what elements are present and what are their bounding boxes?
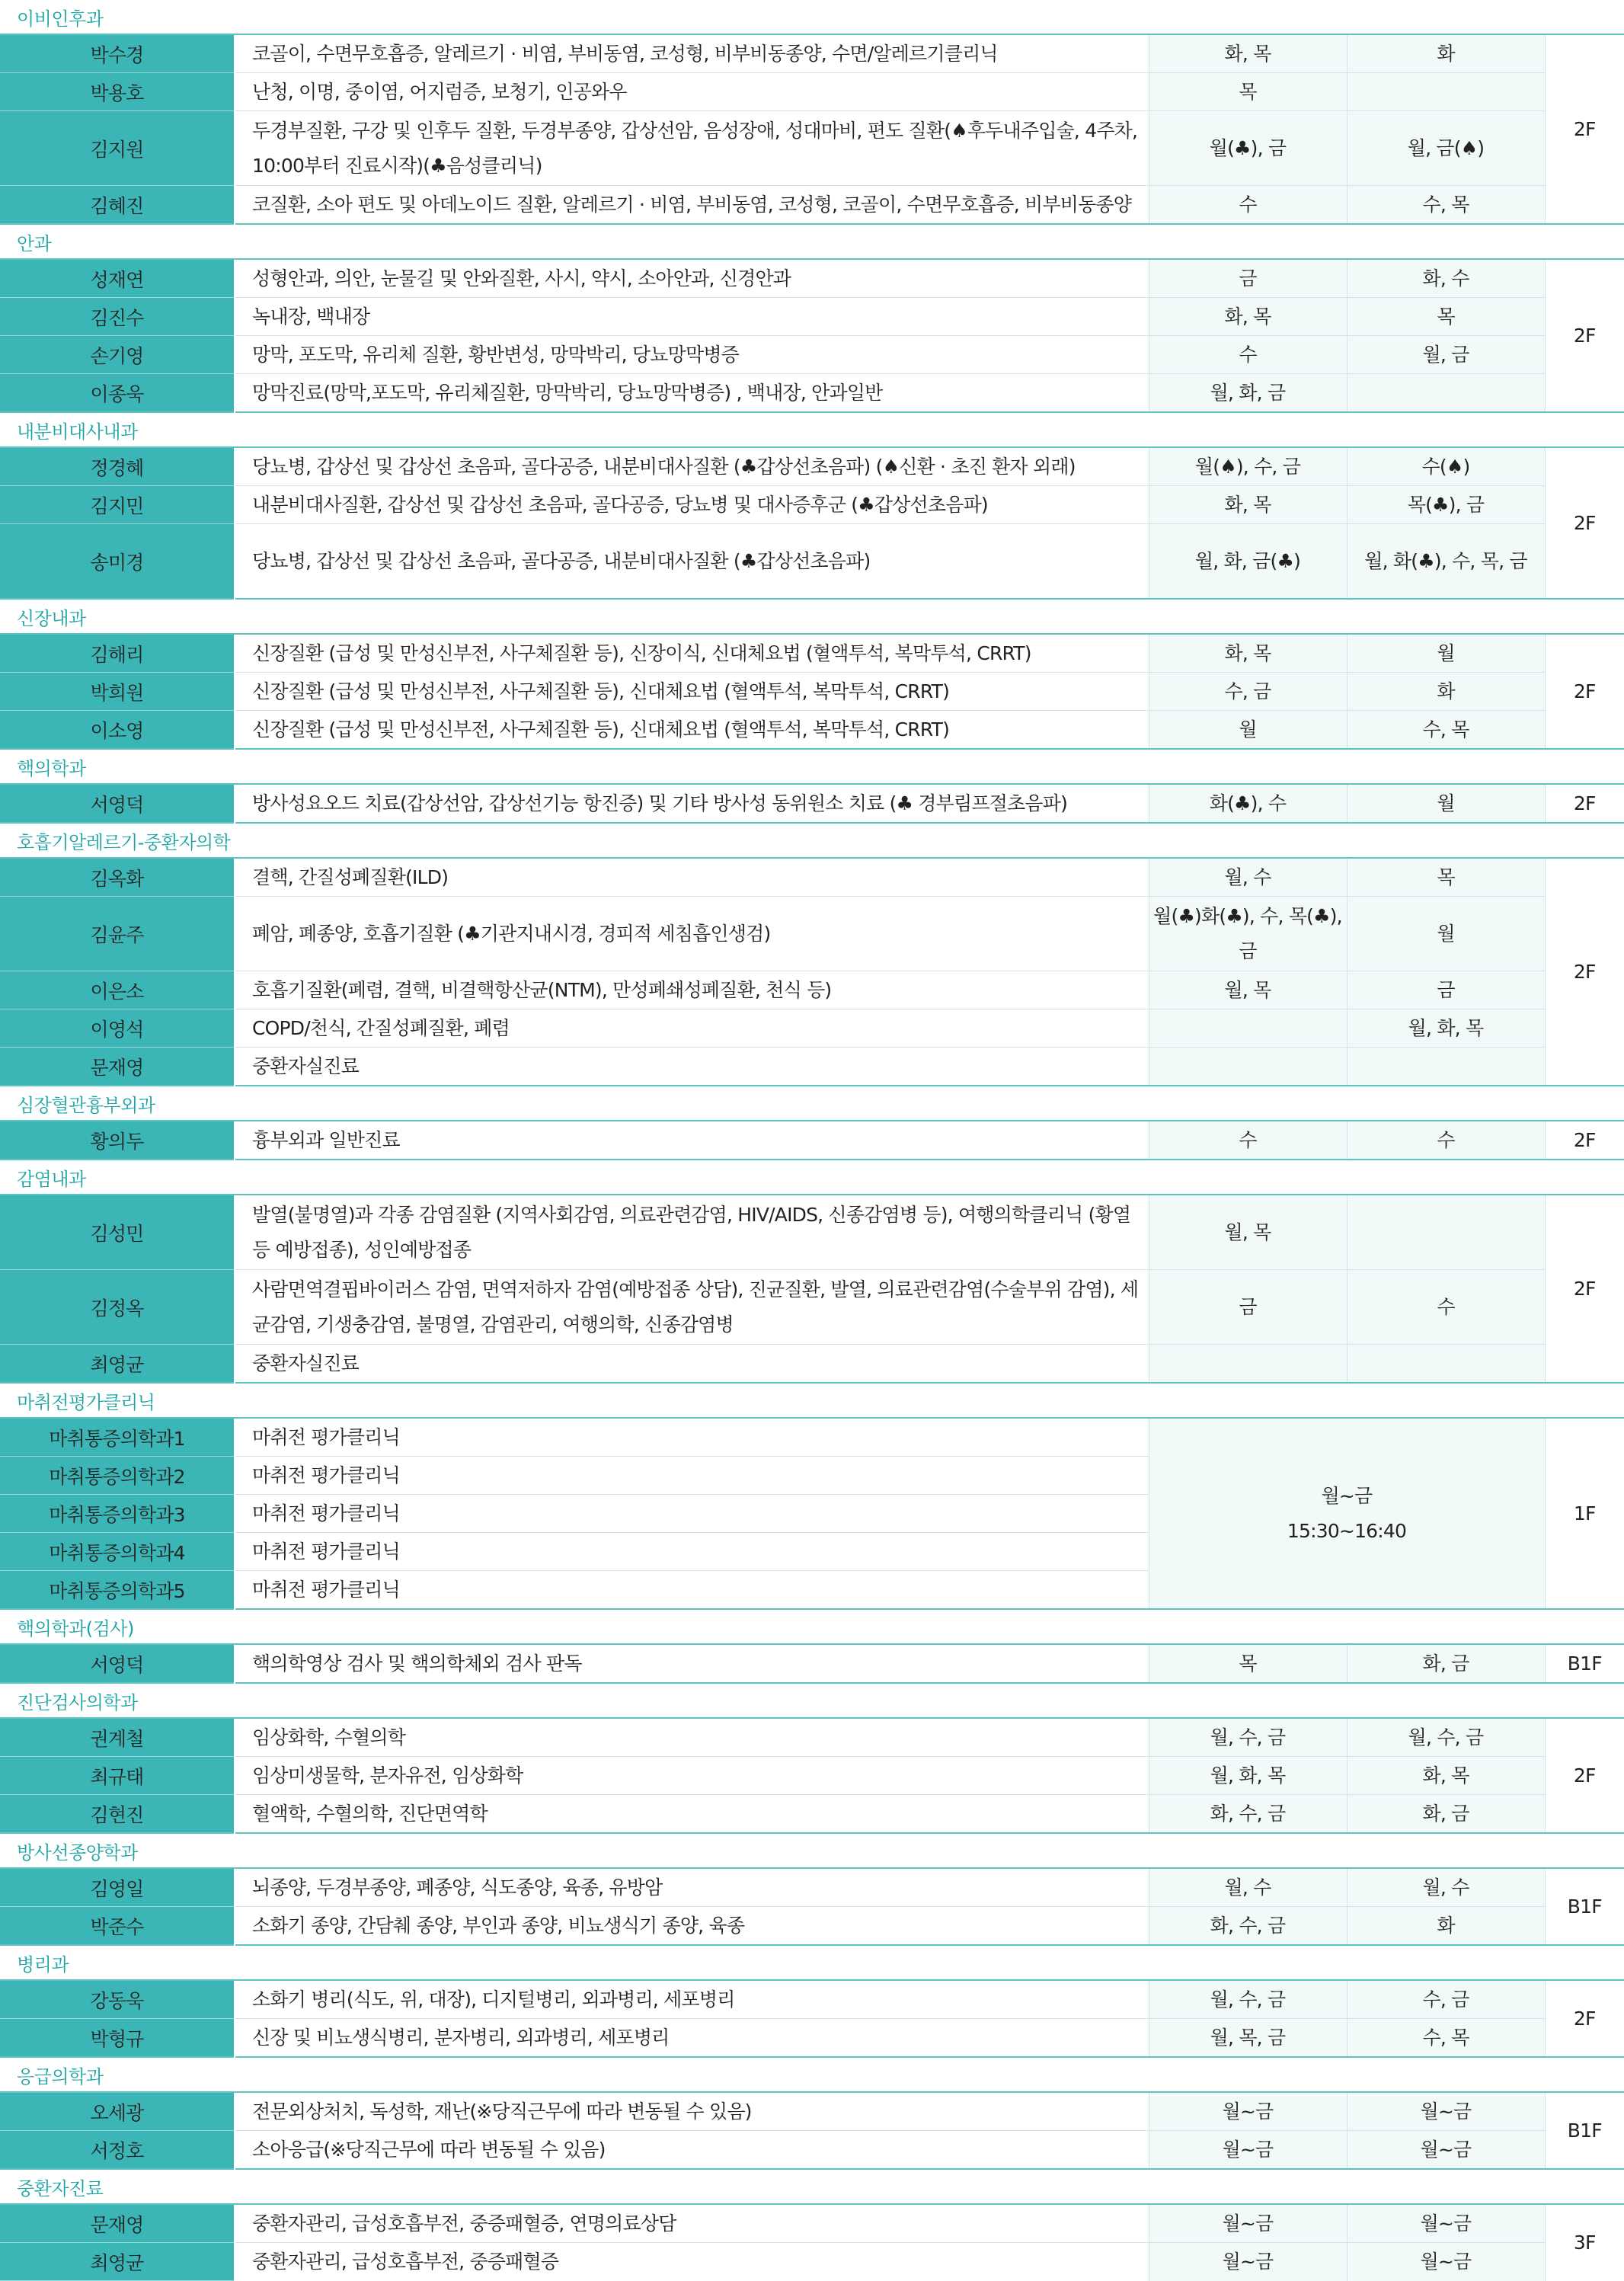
morning-schedule: 월~금 — [1149, 2204, 1347, 2243]
floor-label: 2F — [1545, 858, 1624, 1086]
doctor-row — [0, 1757, 1624, 1795]
doctor-row — [0, 73, 1624, 111]
department-header-row — [0, 823, 1624, 858]
morning-schedule: 수 — [1149, 1121, 1347, 1160]
afternoon-schedule: 월, 금 — [1347, 336, 1545, 374]
doctor-row — [0, 1418, 1624, 1457]
floor-label: 2F — [1545, 259, 1624, 412]
doctor-name: 마취통증의학과3 — [0, 1495, 235, 1533]
doctor-specialty: 성형안과, 의안, 눈물길 및 안와질환, 사시, 약시, 소아안과, 신경안과 — [235, 259, 1149, 298]
morning-schedule: 화, 수, 금 — [1149, 1795, 1347, 1834]
department-title: 진단검사의학과 — [0, 1683, 1624, 1718]
morning-schedule: 월(♠), 수, 금 — [1149, 447, 1347, 486]
morning-schedule: 월~금 — [1149, 2243, 1347, 2281]
doctor-row — [0, 524, 1624, 600]
afternoon-schedule: 월~금 — [1347, 2204, 1545, 2243]
doctor-specialty: 당뇨병, 갑상선 및 갑상선 초음파, 골다공증, 내분비대사질환 (♣갑상선초음파) (♠신환 · 초진 환자 외래) — [235, 447, 1149, 486]
doctor-name: 박준수 — [0, 1907, 235, 1946]
doctor-specialty: 난청, 이명, 중이염, 어지럼증, 보청기, 인공와우 — [235, 73, 1149, 111]
doctor-name: 김지원 — [0, 111, 235, 186]
morning-schedule: 월, 수, 금 — [1149, 1718, 1347, 1757]
morning-schedule: 화, 목 — [1149, 634, 1347, 673]
doctor-name: 성재연 — [0, 259, 235, 298]
doctor-row — [0, 186, 1624, 225]
afternoon-schedule: 월, 화, 목 — [1347, 1009, 1545, 1048]
doctor-row — [0, 336, 1624, 374]
department-title: 핵의학과(검사) — [0, 1609, 1624, 1644]
afternoon-schedule: 목(♣), 금 — [1347, 486, 1545, 524]
doctor-name: 박용호 — [0, 73, 235, 111]
afternoon-schedule: 월~금 — [1347, 2243, 1545, 2281]
afternoon-schedule: 수, 목 — [1347, 2019, 1545, 2058]
doctor-specialty: 신장질환 (급성 및 만성신부전, 사구체질환 등), 신대체요법 (혈액투석, 복막투석, CRRT) — [235, 673, 1149, 711]
department-header-row — [0, 0, 1624, 34]
floor-label: B1F — [1545, 1644, 1624, 1683]
afternoon-schedule: 화 — [1347, 673, 1545, 711]
floor-label: 3F — [1545, 2204, 1624, 2281]
department-title: 호흡기알레르기-중환자의학 — [0, 823, 1624, 858]
doctor-name: 김영일 — [0, 1868, 235, 1907]
doctor-specialty: 사람면역결핍바이러스 감염, 면역저하자 감염(예방접종 상담), 진균질환, 발열, 의료관련감염(수술부위 감염), 세균감염, 기생충감염, 불명열, 감염관리, 여행의학, 신종감염병 — [235, 1270, 1149, 1345]
doctor-name: 마취통증의학과4 — [0, 1533, 235, 1571]
morning-schedule — [1149, 1009, 1347, 1048]
doctor-name: 박희원 — [0, 673, 235, 711]
morning-schedule: 화, 목 — [1149, 486, 1347, 524]
doctor-name: 박형규 — [0, 2019, 235, 2058]
afternoon-schedule: 화, 금 — [1347, 1795, 1545, 1834]
doctor-name: 강동욱 — [0, 1980, 235, 2019]
department-title: 신장내과 — [0, 599, 1624, 634]
doctor-specialty: 마취전 평가클리닉 — [235, 1418, 1149, 1457]
doctor-name: 손기영 — [0, 336, 235, 374]
afternoon-schedule: 수 — [1347, 1270, 1545, 1345]
doctor-specialty: 전문외상처치, 독성학, 재난(※당직근무에 따라 변동될 수 있음) — [235, 2092, 1149, 2131]
afternoon-schedule — [1347, 374, 1545, 413]
doctor-row — [0, 1009, 1624, 1048]
doctor-row — [0, 1270, 1624, 1345]
department-header-row — [0, 1086, 1624, 1121]
afternoon-schedule: 수 — [1347, 1121, 1545, 1160]
afternoon-schedule: 월 — [1347, 634, 1545, 673]
afternoon-schedule: 월~금 — [1347, 2092, 1545, 2131]
afternoon-schedule — [1347, 1195, 1545, 1270]
doctor-name: 서영덕 — [0, 1644, 235, 1683]
doctor-specialty: 코질환, 소아 편도 및 아데노이드 질환, 알레르기 · 비염, 부비동염, 코성형, 코골이, 수면무호흡증, 비부비동종양 — [235, 186, 1149, 225]
floor-label: B1F — [1545, 2092, 1624, 2169]
department-title: 내분비대사내과 — [0, 412, 1624, 447]
afternoon-schedule — [1347, 1345, 1545, 1384]
afternoon-schedule: 월, 화(♣), 수, 목, 금 — [1347, 524, 1545, 600]
doctor-specialty: 뇌종양, 두경부종양, 폐종양, 식도종양, 육종, 유방암 — [235, 1868, 1149, 1907]
floor-label: 2F — [1545, 34, 1624, 224]
doctor-specialty: 마취전 평가클리닉 — [235, 1495, 1149, 1533]
doctor-name: 오세광 — [0, 2092, 235, 2131]
doctor-row — [0, 2204, 1624, 2243]
morning-schedule: 월(♣)화(♣), 수, 목(♣), 금 — [1149, 897, 1347, 971]
doctor-specialty: 마취전 평가클리닉 — [235, 1571, 1149, 1610]
department-header-row — [0, 1683, 1624, 1718]
afternoon-schedule: 월, 수 — [1347, 1868, 1545, 1907]
doctor-specialty: 내분비대사질환, 갑상선 및 갑상선 초음파, 골다공증, 당뇨병 및 대사증후군 (♣갑상선초음파) — [235, 486, 1149, 524]
doctor-name: 김진수 — [0, 298, 235, 336]
doctor-specialty: 당뇨병, 갑상선 및 갑상선 초음파, 골다공증, 내분비대사질환 (♣갑상선초음파) — [235, 524, 1149, 600]
floor-label: 2F — [1545, 634, 1624, 749]
afternoon-schedule: 목 — [1347, 298, 1545, 336]
afternoon-schedule: 화 — [1347, 34, 1545, 73]
doctor-name: 김현진 — [0, 1795, 235, 1834]
doctor-name: 박수경 — [0, 34, 235, 73]
department-title: 심장혈관흉부외과 — [0, 1086, 1624, 1121]
doctor-name: 권계철 — [0, 1718, 235, 1757]
morning-schedule: 월, 수, 금 — [1149, 1980, 1347, 2019]
department-title: 이비인후과 — [0, 0, 1624, 34]
doctor-name: 문재영 — [0, 1048, 235, 1086]
afternoon-schedule — [1347, 73, 1545, 111]
morning-schedule — [1149, 1048, 1347, 1086]
doctor-name: 문재영 — [0, 2204, 235, 2243]
doctor-specialty: 소화기 종양, 간담췌 종양, 부인과 종양, 비뇨생식기 종양, 육종 — [235, 1907, 1149, 1946]
doctor-row — [0, 1345, 1624, 1384]
doctor-name: 이은소 — [0, 971, 235, 1009]
doctor-name: 김옥화 — [0, 858, 235, 897]
morning-schedule: 월, 목 — [1149, 1195, 1347, 1270]
morning-schedule: 금 — [1149, 1270, 1347, 1345]
doctor-name: 송미경 — [0, 524, 235, 600]
morning-schedule: 월, 화, 목 — [1149, 1757, 1347, 1795]
doctor-name: 서정호 — [0, 2131, 235, 2170]
floor-label: 1F — [1545, 1418, 1624, 1609]
morning-schedule: 월~금 — [1149, 2092, 1347, 2131]
doctor-row — [0, 1195, 1624, 1270]
doctor-name: 황의두 — [0, 1121, 235, 1160]
afternoon-schedule: 금 — [1347, 971, 1545, 1009]
doctor-row — [0, 784, 1624, 823]
doctor-row — [0, 1718, 1624, 1757]
morning-schedule: 화, 목 — [1149, 34, 1347, 73]
doctor-specialty: 중환자관리, 급성호흡부전, 중증패혈증, 연명의료상담 — [235, 2204, 1149, 2243]
doctor-name: 최영균 — [0, 1345, 235, 1384]
doctor-row — [0, 1644, 1624, 1683]
doctor-specialty: 신장질환 (급성 및 만성신부전, 사구체질환 등), 신대체요법 (혈액투석, 복막투석, CRRT) — [235, 711, 1149, 750]
doctor-name: 정경혜 — [0, 447, 235, 486]
doctor-row — [0, 1121, 1624, 1160]
department-header-row — [0, 224, 1624, 259]
doctor-row — [0, 2092, 1624, 2131]
department-header-row — [0, 749, 1624, 784]
afternoon-schedule: 화 — [1347, 1907, 1545, 1946]
afternoon-schedule: 월 — [1347, 897, 1545, 971]
doctor-specialty: 중환자관리, 급성호흡부전, 중증패혈증 — [235, 2243, 1149, 2281]
doctor-specialty: 혈액학, 수혈의학, 진단면역학 — [235, 1795, 1149, 1834]
doctor-row — [0, 111, 1624, 186]
morning-schedule: 화, 수, 금 — [1149, 1907, 1347, 1946]
department-header-row — [0, 1945, 1624, 1980]
doctor-name: 이영석 — [0, 1009, 235, 1048]
department-header-row — [0, 2169, 1624, 2204]
afternoon-schedule: 화, 금 — [1347, 1644, 1545, 1683]
morning-schedule: 수 — [1149, 336, 1347, 374]
doctor-specialty: 마취전 평가클리닉 — [235, 1533, 1149, 1571]
doctor-row — [0, 447, 1624, 486]
doctor-specialty: 신장 및 비뇨생식병리, 분자병리, 외과병리, 세포병리 — [235, 2019, 1149, 2058]
doctor-name: 최규태 — [0, 1757, 235, 1795]
morning-schedule: 월~금 — [1149, 2131, 1347, 2170]
doctor-specialty: 녹내장, 백내장 — [235, 298, 1149, 336]
doctor-specialty: 핵의학영상 검사 및 핵의학체외 검사 판독 — [235, 1644, 1149, 1683]
doctor-name: 김정옥 — [0, 1270, 235, 1345]
doctor-name: 김지민 — [0, 486, 235, 524]
doctor-specialty: 중환자실진료 — [235, 1048, 1149, 1086]
floor-label: 2F — [1545, 784, 1624, 823]
afternoon-schedule: 화, 목 — [1347, 1757, 1545, 1795]
doctor-specialty: 소화기 병리(식도, 위, 대장), 디지털병리, 외과병리, 세포병리 — [235, 1980, 1149, 2019]
afternoon-schedule: 월, 금(♠) — [1347, 111, 1545, 186]
afternoon-schedule: 월~금 — [1347, 2131, 1545, 2170]
afternoon-schedule: 월, 수, 금 — [1347, 1718, 1545, 1757]
doctor-row — [0, 1907, 1624, 1946]
doctor-row — [0, 711, 1624, 750]
department-header-row — [0, 1833, 1624, 1868]
floor-label: 2F — [1545, 1121, 1624, 1160]
afternoon-schedule — [1347, 1048, 1545, 1086]
morning-schedule: 화(♣), 수 — [1149, 784, 1347, 823]
doctor-row — [0, 1048, 1624, 1086]
morning-schedule: 화, 목 — [1149, 298, 1347, 336]
doctor-name: 최영균 — [0, 2243, 235, 2281]
doctor-specialty: 임상화학, 수혈의학 — [235, 1718, 1149, 1757]
department-title: 응급의학과 — [0, 2057, 1624, 2092]
doctor-name: 마취통증의학과1 — [0, 1418, 235, 1457]
doctor-row — [0, 2131, 1624, 2170]
morning-schedule: 수, 금 — [1149, 673, 1347, 711]
doctor-specialty: 호흡기질환(폐렴, 결핵, 비결핵항산균(NTM), 만성폐쇄성폐질환, 천식 등) — [235, 971, 1149, 1009]
morning-schedule: 월, 목 — [1149, 971, 1347, 1009]
doctor-specialty: 신장질환 (급성 및 만성신부전, 사구체질환 등), 신장이식, 신대체요법 (혈액투석, 복막투석, CRRT) — [235, 634, 1149, 673]
department-title: 감염내과 — [0, 1160, 1624, 1195]
doctor-specialty: 방사성요오드 치료(갑상선암, 갑상선기능 항진증) 및 기타 방사성 동위원소 치료 (♣ 경부림프절초음파) — [235, 784, 1149, 823]
doctor-row — [0, 374, 1624, 413]
department-title: 안과 — [0, 224, 1624, 259]
doctor-specialty: 임상미생물학, 분자유전, 임상화학 — [235, 1757, 1149, 1795]
doctor-specialty: 결핵, 간질성폐질환(ILD) — [235, 858, 1149, 897]
morning-schedule: 월, 수 — [1149, 858, 1347, 897]
department-title: 중환자진료 — [0, 2169, 1624, 2204]
doctor-specialty: 두경부질환, 구강 및 인후두 질환, 두경부종양, 갑상선암, 음성장애, 성대마비, 편도 질환(♠후두내주입술, 4주차, 10:00부터 진료시작)(♣음성클리닉) — [235, 111, 1149, 186]
morning-schedule: 월 — [1149, 711, 1347, 750]
doctor-name: 서영덕 — [0, 784, 235, 823]
doctor-specialty: 코골이, 수면무호흡증, 알레르기 · 비염, 부비동염, 코성형, 비부비동종양, 수면/알레르기클리닉 — [235, 34, 1149, 73]
doctor-name: 마취통증의학과5 — [0, 1571, 235, 1610]
department-header-row — [0, 412, 1624, 447]
doctor-row — [0, 34, 1624, 73]
clinic-hours: 월~금 15:30~16:40 — [1149, 1418, 1545, 1609]
doctor-name: 마취통증의학과2 — [0, 1457, 235, 1495]
department-header-row — [0, 2057, 1624, 2092]
department-title: 병리과 — [0, 1945, 1624, 1980]
department-header-row — [0, 599, 1624, 634]
doctor-name: 김윤주 — [0, 897, 235, 971]
doctor-row — [0, 1868, 1624, 1907]
morning-schedule: 월(♣), 금 — [1149, 111, 1347, 186]
morning-schedule: 월, 화, 금 — [1149, 374, 1347, 413]
doctor-specialty: 폐암, 폐종양, 호흡기질환 (♣기관지내시경, 경피적 세침흡인생검) — [235, 897, 1149, 971]
afternoon-schedule: 수, 목 — [1347, 186, 1545, 225]
doctor-specialty: 중환자실진료 — [235, 1345, 1149, 1384]
afternoon-schedule: 화, 수 — [1347, 259, 1545, 298]
doctor-row — [0, 971, 1624, 1009]
doctor-name: 이소영 — [0, 711, 235, 750]
doctor-name: 김해리 — [0, 634, 235, 673]
doctor-row — [0, 486, 1624, 524]
morning-schedule: 월, 수 — [1149, 1868, 1347, 1907]
doctor-row — [0, 897, 1624, 971]
doctor-specialty: 마취전 평가클리닉 — [235, 1457, 1149, 1495]
doctor-specialty: 망막진료(망막,포도막, 유리체질환, 망막박리, 당뇨망막병증) , 백내장, 안과일반 — [235, 374, 1149, 413]
doctor-name: 김혜진 — [0, 186, 235, 225]
department-title: 방사선종양학과 — [0, 1833, 1624, 1868]
doctor-row — [0, 2019, 1624, 2058]
afternoon-schedule: 수, 금 — [1347, 1980, 1545, 2019]
morning-schedule: 월, 목, 금 — [1149, 2019, 1347, 2058]
doctor-row — [0, 2243, 1624, 2281]
doctor-row — [0, 298, 1624, 336]
doctor-specialty: 흉부외과 일반진료 — [235, 1121, 1149, 1160]
doctor-row — [0, 1980, 1624, 2019]
floor-label: 2F — [1545, 1195, 1624, 1383]
afternoon-schedule: 수(♠) — [1347, 447, 1545, 486]
doctor-row — [0, 259, 1624, 298]
doctor-specialty: 발열(불명열)과 각종 감염질환 (지역사회감염, 의료관련감염, HIV/AIDS, 신종감염병 등), 여행의학클리닉 (황열 등 예방접종), 성인예방접종 — [235, 1195, 1149, 1270]
doctor-row — [0, 673, 1624, 711]
doctor-specialty: 소아응급(※당직근무에 따라 변동될 수 있음) — [235, 2131, 1149, 2170]
floor-label: 2F — [1545, 1980, 1624, 2057]
morning-schedule: 목 — [1149, 1644, 1347, 1683]
doctor-name: 이종욱 — [0, 374, 235, 413]
doctor-row — [0, 858, 1624, 897]
floor-label: B1F — [1545, 1868, 1624, 1945]
afternoon-schedule: 수, 목 — [1347, 711, 1545, 750]
afternoon-schedule: 월 — [1347, 784, 1545, 823]
morning-schedule — [1149, 1345, 1347, 1384]
department-header-row — [0, 1383, 1624, 1418]
afternoon-schedule: 목 — [1347, 858, 1545, 897]
department-header-row — [0, 1609, 1624, 1644]
department-title: 마취전평가클리닉 — [0, 1383, 1624, 1418]
morning-schedule: 월, 화, 금(♣) — [1149, 524, 1347, 600]
doctor-row — [0, 1795, 1624, 1834]
floor-label: 2F — [1545, 447, 1624, 599]
doctor-row — [0, 634, 1624, 673]
floor-label: 2F — [1545, 1718, 1624, 1833]
morning-schedule: 수 — [1149, 186, 1347, 225]
department-title: 핵의학과 — [0, 749, 1624, 784]
department-header-row — [0, 1160, 1624, 1195]
morning-schedule: 금 — [1149, 259, 1347, 298]
doctor-specialty: COPD/천식, 간질성폐질환, 폐렴 — [235, 1009, 1149, 1048]
doctor-name: 김성민 — [0, 1195, 235, 1270]
doctor-specialty: 망막, 포도막, 유리체 질환, 황반변성, 망막박리, 당뇨망막병증 — [235, 336, 1149, 374]
morning-schedule: 목 — [1149, 73, 1347, 111]
